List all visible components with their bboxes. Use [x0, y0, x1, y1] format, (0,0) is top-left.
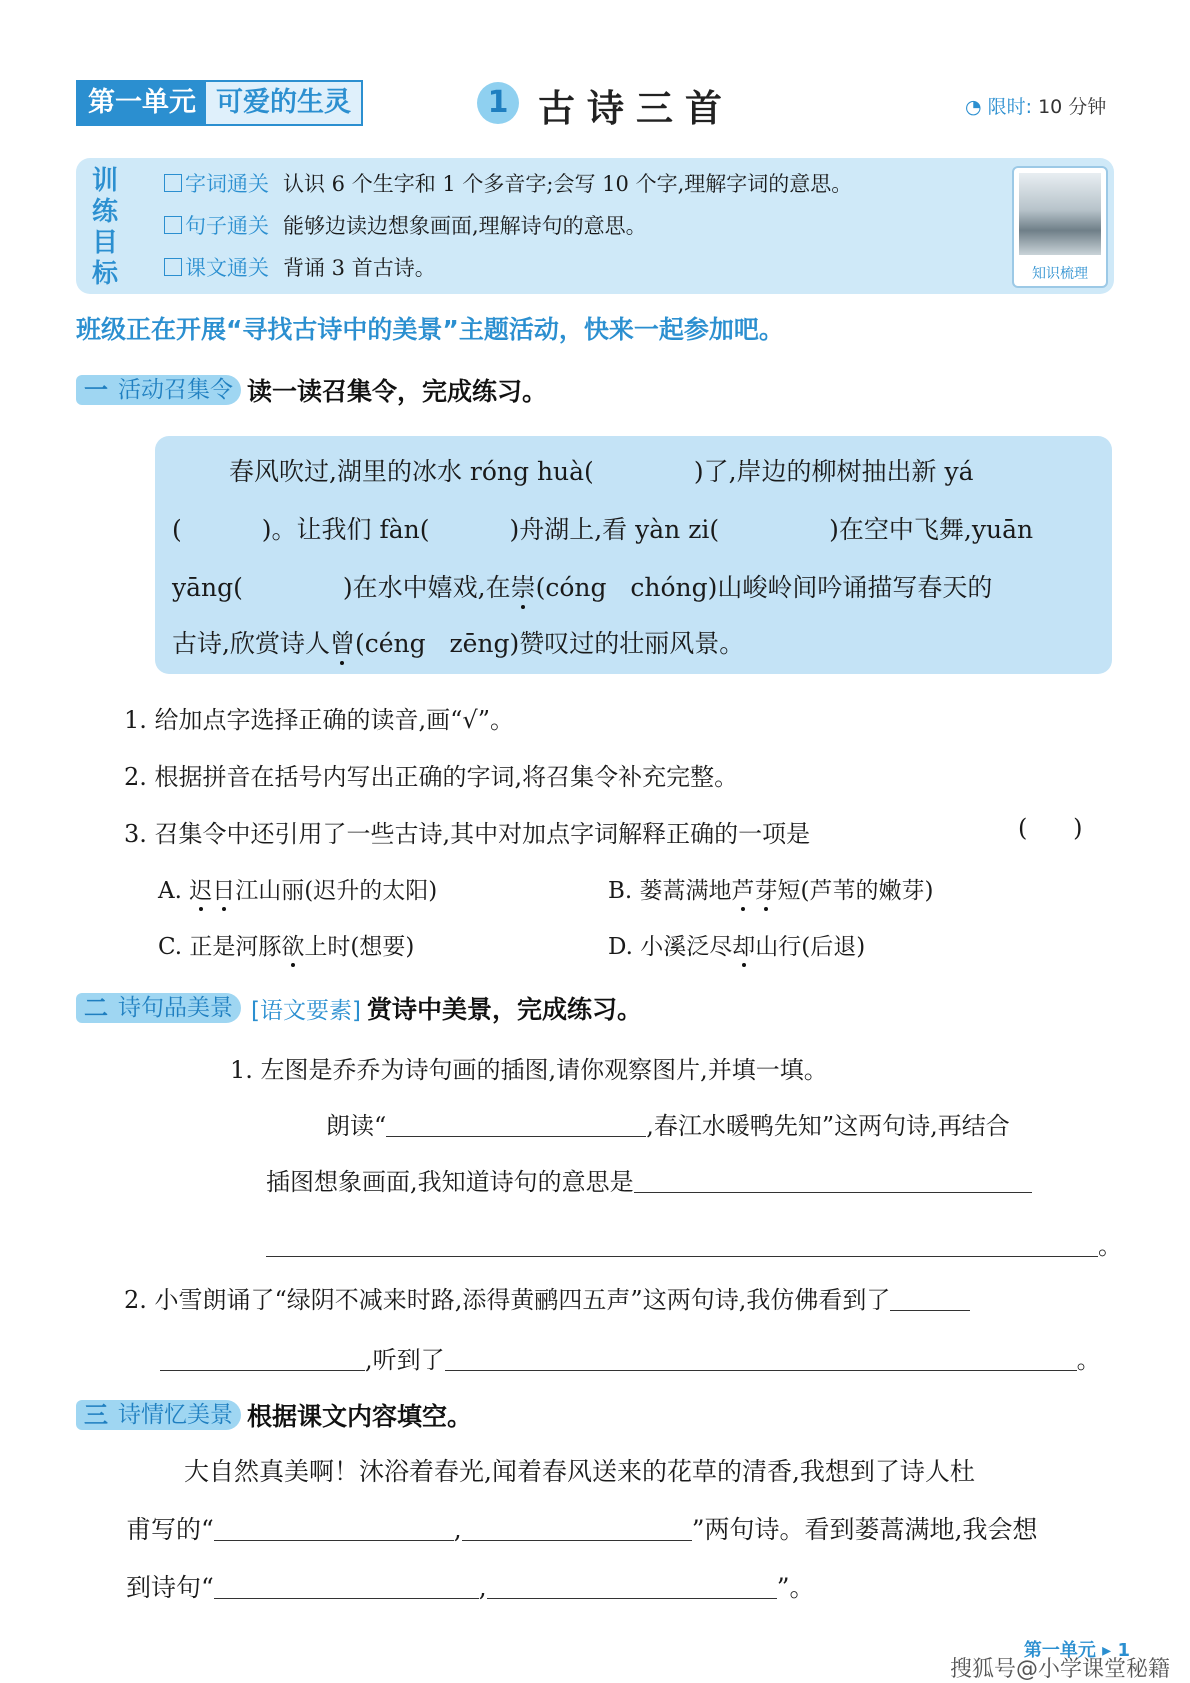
chevron-right-icon: ▸ — [1102, 1640, 1112, 1661]
dotted-char: 却 — [732, 934, 756, 960]
dotted-char: 芦 — [731, 878, 755, 904]
side-char: 目 — [91, 228, 118, 258]
section-name: 诗句品美景 — [116, 993, 241, 1023]
section-3-header — [76, 1397, 472, 1433]
text: 甫写的“ — [126, 1515, 214, 1544]
lesson-title: 古诗三首 — [538, 87, 734, 130]
section-name: 诗情忆美景 — [116, 1400, 241, 1430]
passage-line — [172, 510, 1033, 546]
option-c[interactable] — [158, 928, 414, 961]
goal-label: 课文通关 — [185, 256, 269, 280]
answer-blank[interactable] — [634, 1170, 1032, 1193]
question-1: 1. 给加点字选择正确的读音,画“√”。 — [124, 706, 514, 734]
text: 朗读“ — [326, 1112, 387, 1140]
option-a[interactable] — [158, 872, 437, 905]
text: )在水中嬉戏,在 — [342, 573, 511, 602]
goal-item — [164, 210, 647, 240]
text: 短(芦苇的嫩芽) — [777, 878, 934, 904]
text: )。让我们 fàn( — [261, 515, 430, 544]
s2-q2-line2 — [160, 1340, 1101, 1375]
page-number: 1 — [1117, 1640, 1130, 1661]
lesson-number: 1 — [477, 82, 519, 124]
question-3: 3. 召集令中还引用了一些古诗,其中对加点字词解释正确的一项是 — [124, 820, 811, 848]
answer-blank[interactable] — [214, 1518, 454, 1541]
answer-blank[interactable] — [266, 1234, 1098, 1257]
text: 。 — [1098, 1232, 1122, 1260]
s2-question-1: 1. 左图是乔乔为诗句画的插图,请你观察图片,并填一填。 — [230, 1056, 828, 1084]
s2-q1-line1 — [326, 1106, 1010, 1141]
knowledge-qr-card[interactable] — [1012, 166, 1108, 288]
time-value: 10 分钟 — [1038, 96, 1107, 118]
time-limit — [965, 92, 1106, 119]
text: ”两句诗。看到蒌蒿满地,我会想 — [691, 1515, 1038, 1544]
text: B. 蒌蒿满地 — [608, 878, 732, 904]
text: 古诗,欣赏诗人 — [172, 629, 330, 658]
side-char: 练 — [91, 197, 118, 227]
text: 春风吹过,湖里的冰水 róng huà( — [229, 457, 594, 486]
s2-q1-line3 — [266, 1226, 1122, 1261]
text: , — [478, 1573, 487, 1602]
answer-blank[interactable] — [214, 1576, 479, 1599]
section-name: 活动召集令 — [116, 375, 241, 405]
section-instruction: 赏诗中美景，完成练习。 — [366, 995, 642, 1024]
footer-unit: 第一单元 — [1023, 1640, 1096, 1661]
section-instruction: 根据课文内容填空。 — [247, 1402, 473, 1431]
qr-image — [1019, 173, 1101, 255]
text: 上时(想要) — [304, 934, 415, 960]
dotted-char: 曾 — [329, 629, 355, 658]
clock-icon: ◔ — [965, 96, 982, 118]
text: C. 正是河豚 — [158, 934, 282, 960]
answer-blank[interactable] — [890, 1288, 970, 1311]
text: (cóng chóng)山峻岭间吟诵描写春天的 — [535, 573, 993, 602]
dotted-char: 日 — [212, 878, 236, 904]
answer-blank[interactable] — [243, 577, 343, 599]
goals-side-label — [90, 166, 120, 290]
goal-text: 认识 6 个生字和 1 个多音字;会写 10 个字,理解字词的意思。 — [283, 172, 853, 196]
unit-theme: 可爱的生灵 — [206, 82, 361, 124]
text: A. — [158, 878, 190, 904]
answer-blank[interactable] — [594, 461, 694, 483]
answer-blank[interactable] — [182, 519, 262, 541]
goal-label: 字词通关 — [185, 172, 269, 196]
s2-question-2 — [124, 1280, 970, 1315]
text: 山行(后退) — [755, 934, 866, 960]
text: (céng zēng)赞叹过的壮丽风景。 — [354, 629, 745, 658]
option-b[interactable] — [608, 872, 933, 905]
text: , — [453, 1515, 462, 1544]
option-d[interactable] — [608, 928, 865, 961]
s2-q1-line2 — [266, 1162, 1032, 1197]
goal-item — [164, 168, 852, 198]
section-instruction: 读一读召集令，完成练习。 — [247, 377, 548, 406]
dotted-char: 崇 — [510, 573, 536, 602]
dotted-char: 欲 — [281, 934, 305, 960]
watermark: 搜狐号@小学课堂秘籍 — [949, 1657, 1170, 1682]
section-number: 二 — [76, 993, 116, 1023]
dotted-char: 芽 — [754, 878, 778, 904]
answer-blank[interactable] — [487, 1576, 777, 1599]
goal-text: 能够边读边想象画面,理解诗句的意思。 — [283, 214, 647, 238]
text: 。 — [1076, 1346, 1101, 1374]
checkbox[interactable] — [164, 174, 182, 192]
goal-text: 背诵 3 首古诗。 — [283, 256, 436, 280]
section-number: 一 — [76, 375, 116, 405]
text: ,听到了 — [365, 1346, 445, 1374]
s3-line1: 大自然真美啊！沐浴着春光,闻着春风送来的花草的清香,我想到了诗人杜 — [184, 1457, 975, 1486]
goal-label: 句子通关 — [185, 214, 269, 238]
side-char: 标 — [91, 259, 118, 289]
text: ,春江水暖鸭先知”这两句诗,再结合 — [646, 1112, 1010, 1140]
text: 2. 小雪朗诵了“绿阴不减来时路,添得黄鹂四五声”这两句诗,我仿佛看到了 — [124, 1286, 891, 1314]
intro-text: 班级正在开展“寻找古诗中的美景”主题活动，快来一起参加吧。 — [76, 315, 784, 344]
dotted-char: 迟 — [189, 878, 213, 904]
training-goals — [76, 158, 1114, 294]
passage-line — [172, 624, 744, 660]
text: ”。 — [776, 1573, 815, 1602]
answer-blank[interactable] — [462, 1518, 692, 1541]
unit-tag — [76, 80, 363, 126]
s3-line2 — [126, 1510, 1037, 1546]
text: ( — [172, 515, 182, 544]
section-2-header — [76, 990, 642, 1026]
qr-caption: 知识梳理 — [1032, 266, 1088, 282]
checkbox[interactable] — [164, 216, 182, 234]
text: D. 小溪泛尽 — [608, 934, 733, 960]
text: 到诗句“ — [126, 1573, 214, 1602]
goal-item — [164, 252, 436, 282]
s3-line3 — [126, 1568, 815, 1604]
section-tag: [语文要素] — [251, 997, 361, 1024]
answer-blank[interactable] — [429, 519, 509, 541]
passage-box — [155, 436, 1112, 674]
answer-paren[interactable]: ( ) — [1018, 814, 1083, 842]
question-2: 2. 根据拼音在括号内写出正确的字词,将召集令补充完整。 — [124, 763, 739, 791]
side-char: 训 — [91, 166, 118, 196]
section-number: 三 — [76, 1400, 116, 1430]
text: 江山丽(迟升的太阳) — [235, 878, 438, 904]
answer-blank[interactable] — [386, 1114, 646, 1137]
answer-blank[interactable] — [160, 1348, 365, 1371]
text: )了,岸边的柳树抽出新 yá — [693, 457, 974, 486]
text: )在空中飞舞,yuān — [829, 515, 1034, 544]
text: )舟湖上,看 yàn zi( — [509, 515, 720, 544]
answer-blank[interactable] — [719, 519, 829, 541]
text: yāng( — [172, 573, 243, 602]
time-label: 限时: — [987, 96, 1033, 118]
unit-label: 第一单元 — [78, 82, 206, 124]
passage-line — [172, 568, 992, 604]
answer-blank[interactable] — [445, 1348, 1077, 1371]
section-1-header — [76, 372, 547, 408]
text: 插图想象画面,我知道诗句的意思是 — [266, 1168, 634, 1196]
checkbox[interactable] — [164, 258, 182, 276]
passage-line — [229, 452, 974, 488]
